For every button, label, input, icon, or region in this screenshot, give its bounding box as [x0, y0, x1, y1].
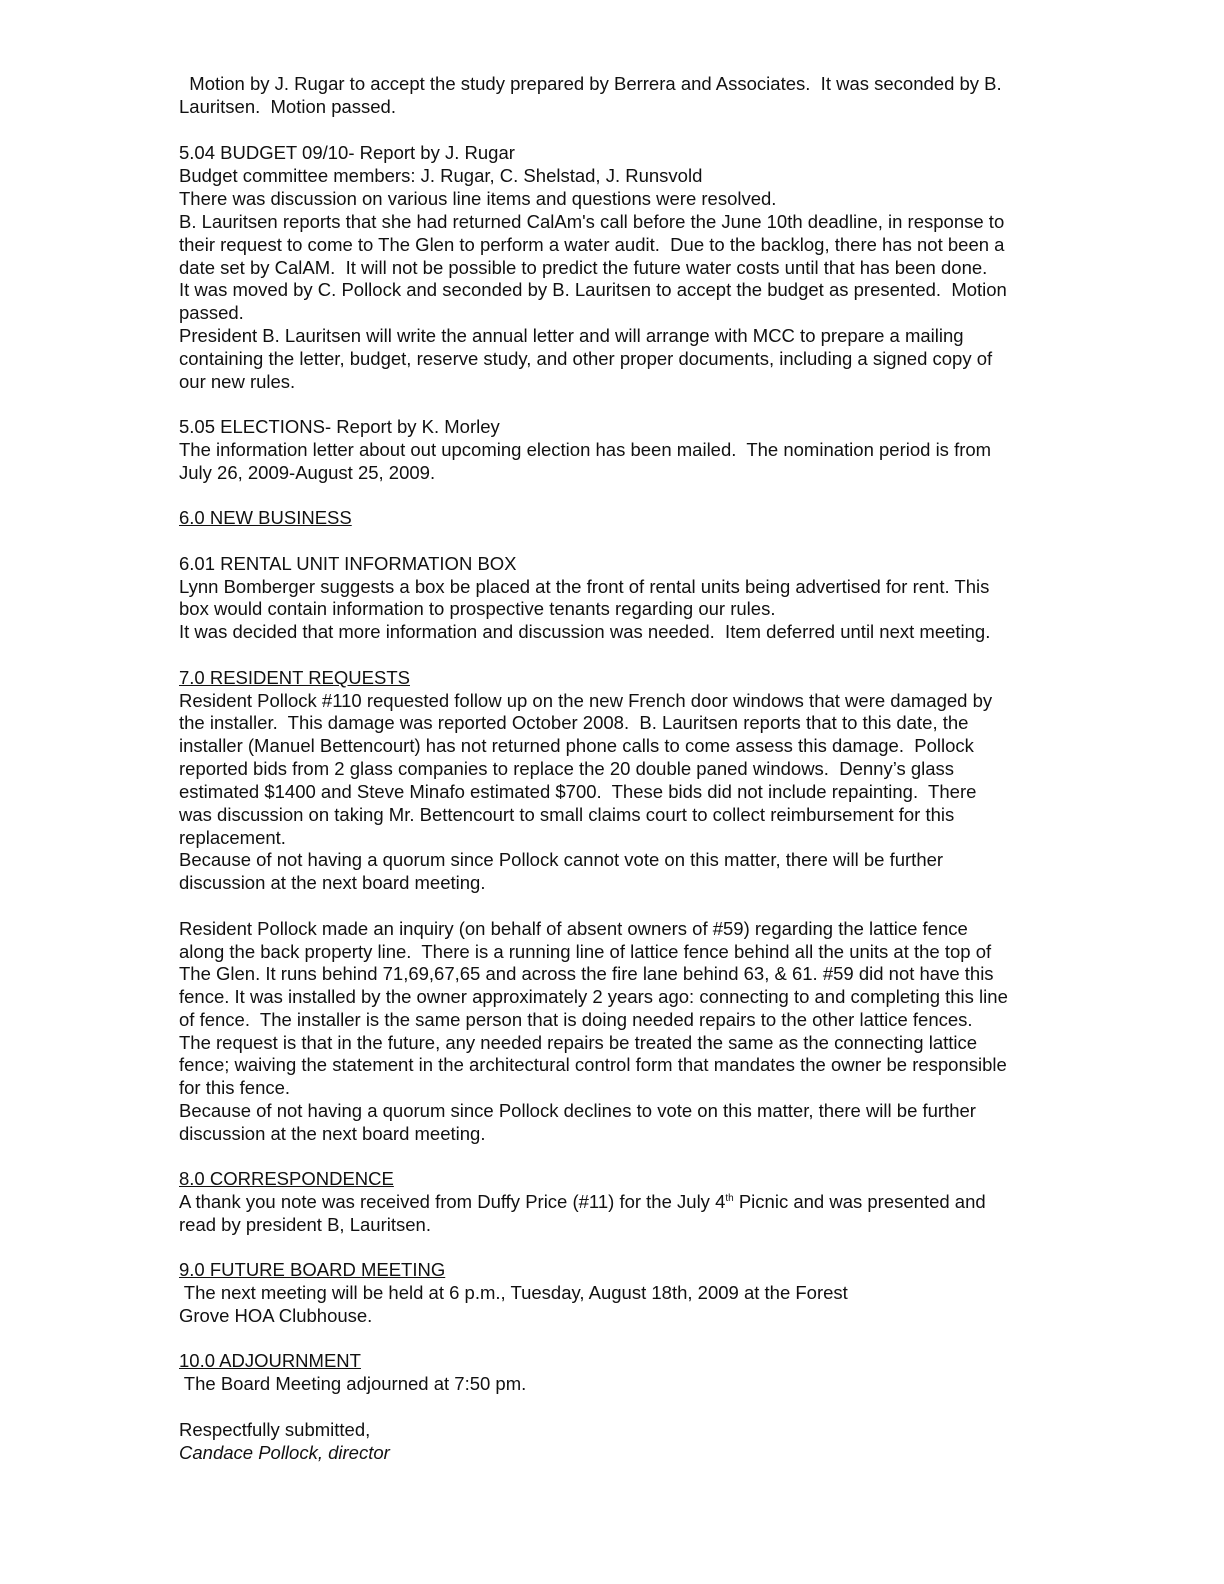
ordinal-suffix: th [725, 1193, 734, 1204]
request-line: of fence. The installer is the same person that is doing needed repairs to the other lattice fences. [179, 1009, 973, 1030]
budget-line: Budget committee members: J. Rugar, C. Shelstad, J. Runsvold [179, 165, 703, 186]
budget-line: President B. Lauritsen will write the annual letter and will arrange with MCC to prepare a mailing [179, 325, 964, 346]
budget-line: date set by CalAM. It will not be possible to predict the future water costs until that has been done. [179, 257, 988, 278]
adjournment-line: The Board Meeting adjourned at 7:50 pm. [179, 1373, 527, 1394]
request-line: was discussion on taking Mr. Bettencourt to small claims court to collect reimbursement for this [179, 804, 955, 825]
request-line: estimated $1400 and Steve Minafo estimated $700. These bids did not include repainting. There [179, 781, 977, 802]
budget-line: passed. [179, 302, 244, 323]
new-business-heading: 6.0 NEW BUSINESS [179, 507, 352, 528]
request-line: fence; waiving the statement in the architectural control form that mandates the owner be responsible [179, 1054, 1007, 1075]
request-line: Resident Pollock made an inquiry (on behalf of absent owners of #59) regarding the lattice fence [179, 918, 968, 939]
budget-line: containing the letter, budget, reserve study, and other proper documents, including a signed copy of [179, 348, 993, 369]
elections-line: July 26, 2009-August 25, 2009. [179, 462, 436, 483]
budget-line: our new rules. [179, 371, 296, 392]
elections-title: 5.05 ELECTIONS- Report by K. Morley [179, 416, 500, 437]
signatory-name: Candace Pollock, director [179, 1442, 390, 1463]
request-line: discussion at the next board meeting. [179, 872, 486, 893]
correspondence-line: read by president B, Lauritsen. [179, 1214, 431, 1235]
request-line: The Glen. It runs behind 71,69,67,65 and across the fire lane behind 63, & 61. #59 did not have this [179, 963, 994, 984]
request-line: Because of not having a quorum since Pollock cannot vote on this matter, there will be further [179, 849, 944, 870]
request-line: replacement. [179, 827, 286, 848]
motion-line: Lauritsen. Motion passed. [179, 96, 396, 117]
resident-requests-heading: 7.0 RESIDENT REQUESTS [179, 667, 410, 688]
request-line: Because of not having a quorum since Pollock declines to vote on this matter, there will be further [179, 1100, 976, 1121]
request-line: fence. It was installed by the owner approximately 2 years ago: connecting to and completing this line [179, 986, 1008, 1007]
budget-line: B. Lauritsen reports that she had returned CalAm's call before the June 10th deadline, in response to [179, 211, 1005, 232]
correspondence-heading: 8.0 CORRESPONDENCE [179, 1168, 394, 1189]
rental-box-line: It was decided that more information and discussion was needed. Item deferred until next meeting. [179, 621, 991, 642]
correspondence-text: Picnic and was presented and [733, 1191, 986, 1212]
request-line: installer (Manuel Bettencourt) has not returned phone calls to come assess this damage. Pollock [179, 735, 974, 756]
elections-line: The information letter about out upcoming election has been mailed. The nomination period is from [179, 439, 992, 460]
future-meeting-line: Grove HOA Clubhouse. [179, 1305, 373, 1326]
budget-title: 5.04 BUDGET 09/10- Report by J. Rugar [179, 142, 515, 163]
closing-line: Respectfully submitted, [179, 1419, 371, 1440]
rental-box-line: Lynn Bomberger suggests a box be placed at the front of rental units being advertised for rent. This [179, 576, 990, 597]
request-line: along the back property line. There is a running line of lattice fence behind all the units at the top of [179, 941, 992, 962]
rental-box-title: 6.01 RENTAL UNIT INFORMATION BOX [179, 553, 517, 574]
request-line: reported bids from 2 glass companies to replace the 20 double paned windows. Denny’s glass [179, 758, 955, 779]
budget-line: There was discussion on various line items and questions were resolved. [179, 188, 777, 209]
request-line: Resident Pollock #110 requested follow up on the new French door windows that were damaged by [179, 690, 993, 711]
adjournment-heading: 10.0 ADJOURNMENT [179, 1350, 361, 1371]
request-line: for this fence. [179, 1077, 291, 1098]
rental-box-line: box would contain information to prospective tenants regarding our rules. [179, 598, 776, 619]
correspondence-line [179, 1190, 986, 1213]
budget-line: It was moved by C. Pollock and seconded by B. Lauritsen to accept the budget as presented. Motion [179, 279, 1007, 300]
future-meeting-heading: 9.0 FUTURE BOARD MEETING [179, 1259, 446, 1280]
request-line: discussion at the next board meeting. [179, 1123, 486, 1144]
request-line: the installer. This damage was reported October 2008. B. Lauritsen reports that to this date, the [179, 712, 969, 733]
motion-line: Motion by J. Rugar to accept the study prepared by Berrera and Associates. It was seconded by B. [179, 73, 1002, 94]
request-line: The request is that in the future, any needed repairs be treated the same as the connecting lattice [179, 1032, 978, 1053]
future-meeting-line: The next meeting will be held at 6 p.m., Tuesday, August 18th, 2009 at the Forest [179, 1282, 848, 1303]
correspondence-text: A thank you note was received from Duffy Price (#11) for the July 4 [179, 1191, 726, 1212]
budget-line: their request to come to The Glen to perform a water audit. Due to the backlog, there has not been a [179, 234, 1005, 255]
